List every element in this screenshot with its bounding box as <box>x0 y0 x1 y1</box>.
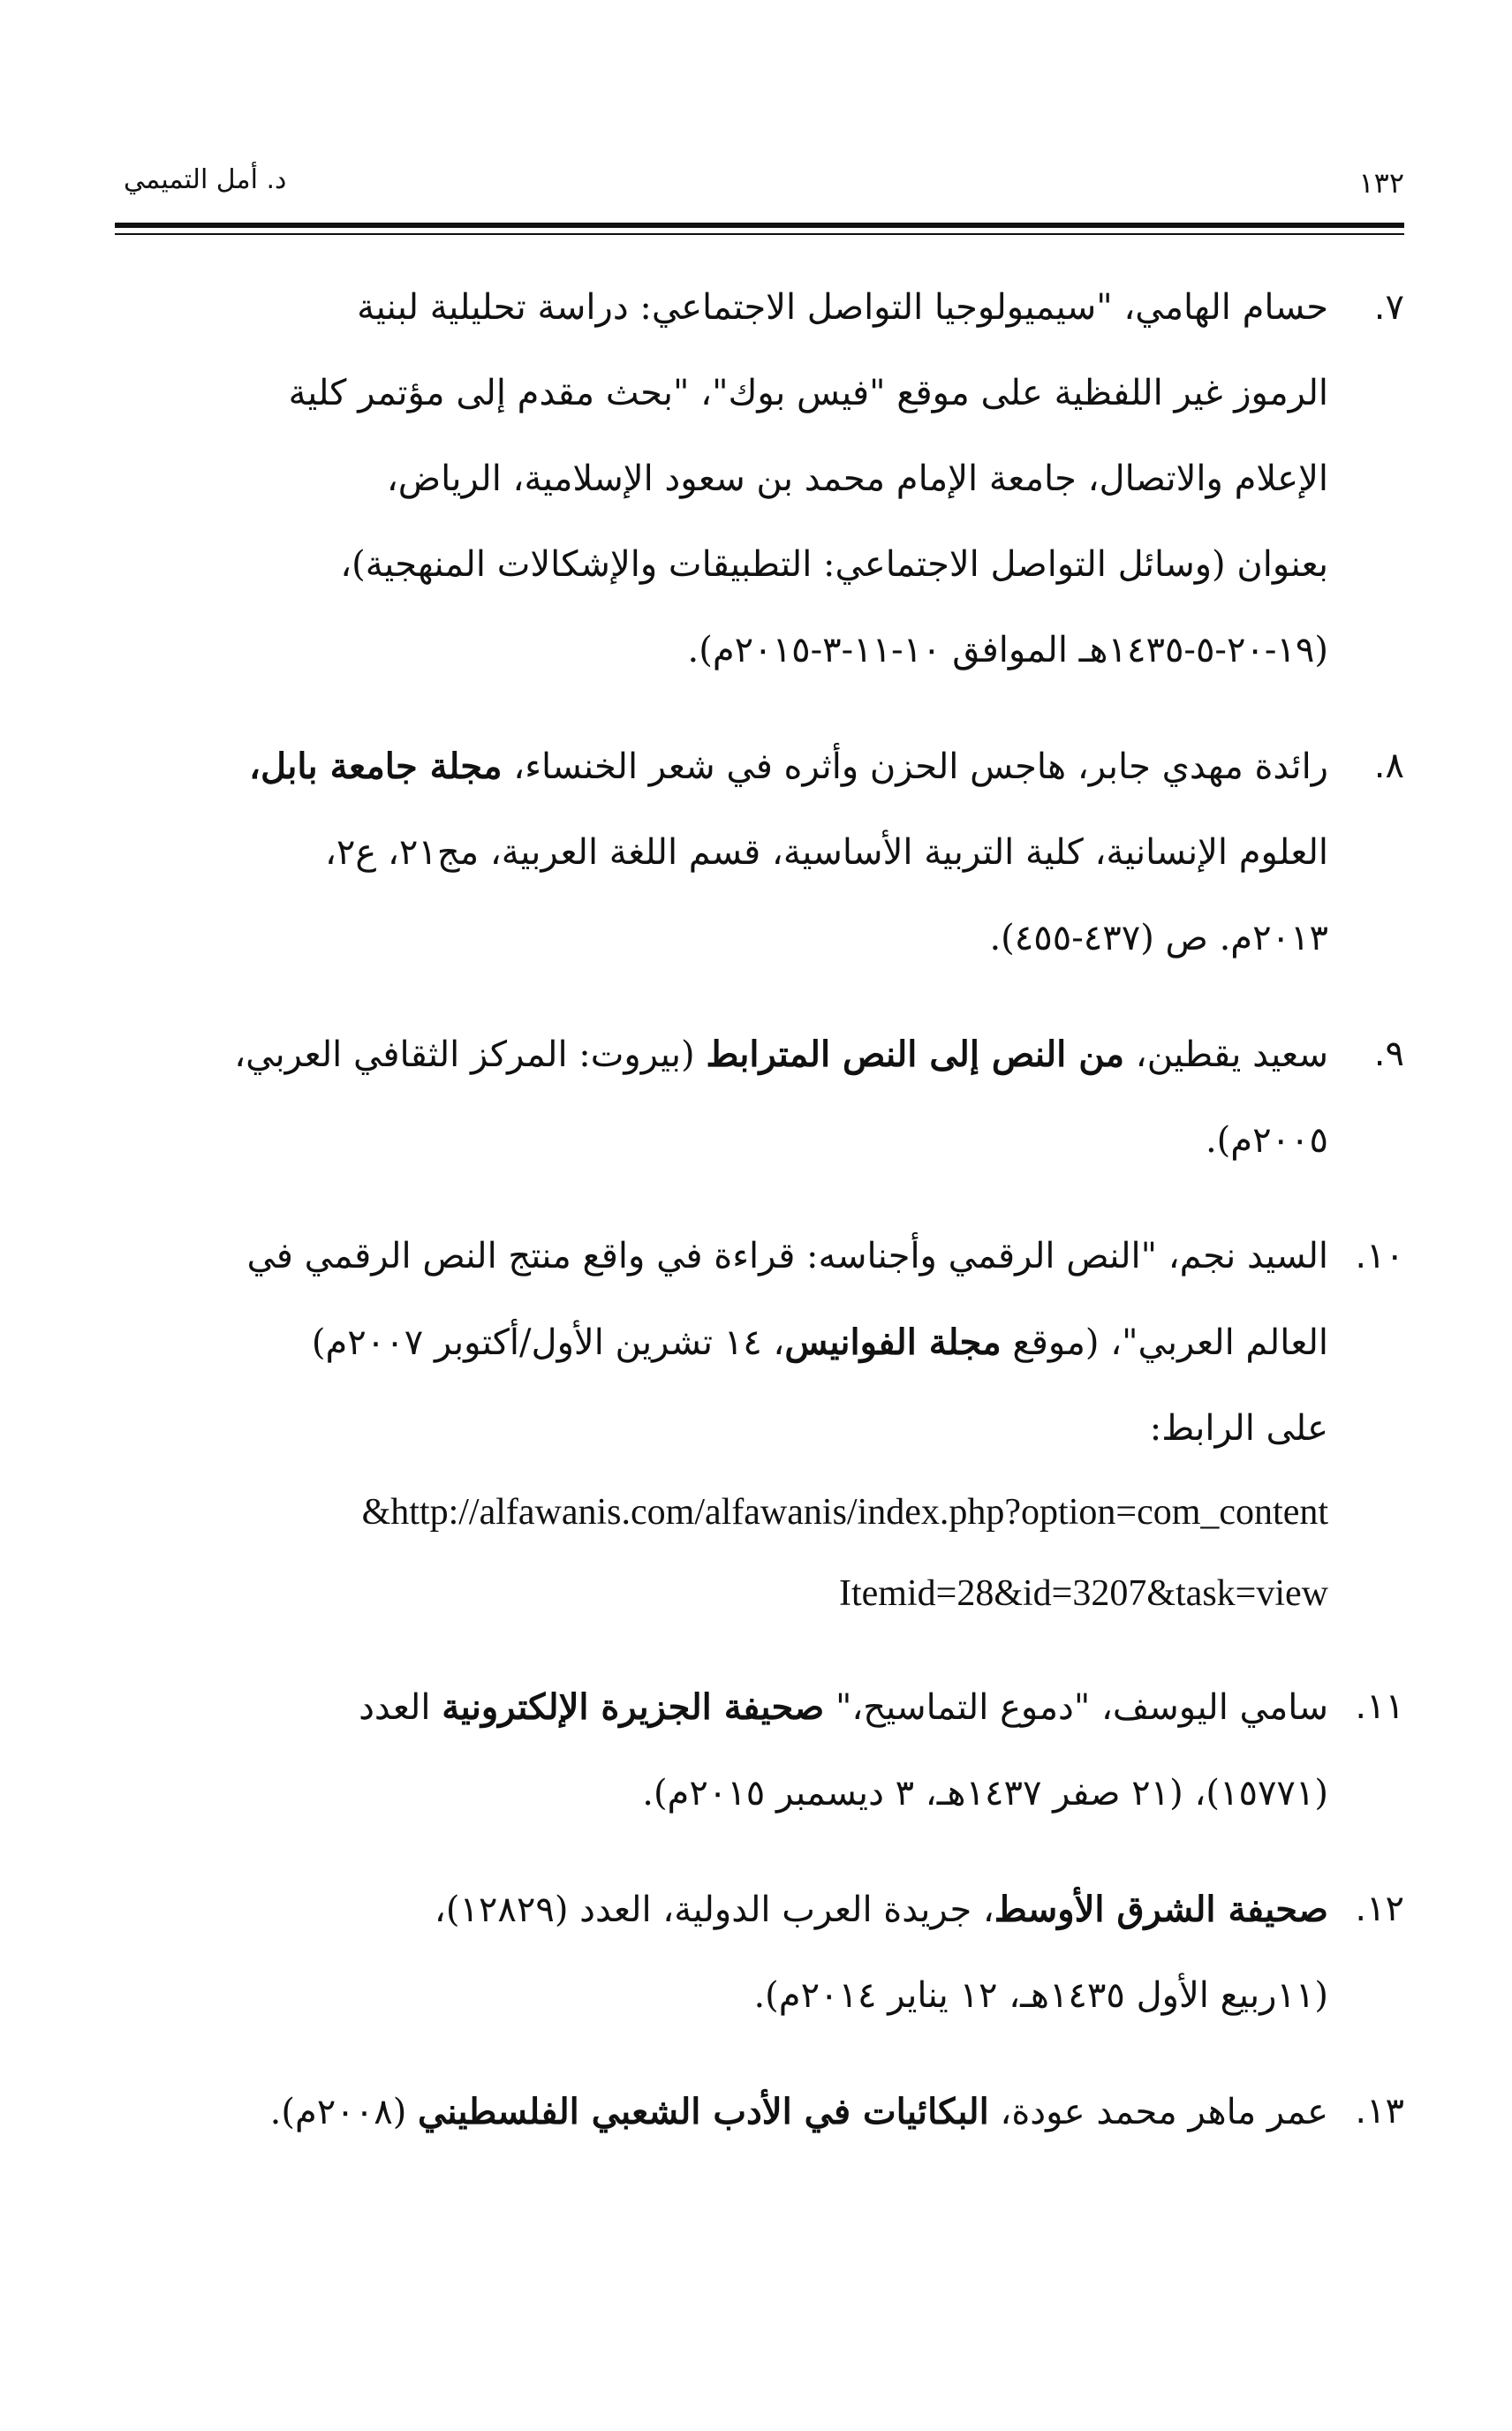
reference-number: ١٠. <box>1355 1236 1404 1276</box>
reference-author: رائدة مهدي جابر، هاجس الحزن وأثره في شعر الخنساء، <box>502 746 1328 787</box>
reference-text <box>124 1011 1328 1184</box>
reference-item-7 <box>124 265 1404 693</box>
reference-line <box>124 1867 1328 1953</box>
reference-author: سامي اليوسف، "دموع التماسيح،" <box>824 1687 1328 1728</box>
reference-item-8 <box>124 723 1404 981</box>
reference-line: حسام الهامي، "سيميولوجيا التواصل الاجتماعي: دراسة تحليلية لبنية <box>357 287 1328 328</box>
header-rule-thick <box>115 223 1404 228</box>
reference-issue: ، جريدة العرب الدولية، العدد (١٢٨٢٩)، <box>434 1890 994 1930</box>
reference-journal-title: مجلة جامعة بابل، <box>249 746 503 787</box>
reference-line: (١٩-٢٠-٥-١٤٣٥هـ الموافق ١٠-١١-٣-٢٠١٥م). <box>687 630 1328 670</box>
reference-line <box>124 1664 1328 1751</box>
reference-line: الرموز غير اللفظية على موقع "فيس بوك"، "بحث مقدم إلى مؤتمر كلية <box>288 373 1328 413</box>
reference-list <box>124 265 1404 2185</box>
reference-publisher: (بيروت: المركز الثقافي العربي، <box>234 1034 707 1075</box>
reference-text-segment: العالم العربي"، (موقع <box>1001 1322 1328 1363</box>
reference-text <box>124 265 1328 693</box>
reference-author: سعيد يقطين، <box>1124 1034 1328 1075</box>
reference-text <box>124 1664 1328 1837</box>
reference-item-13 <box>124 2069 1404 2155</box>
reference-line: بعنوان (وسائل التواصل الاجتماعي: التطبيقات والإشكالات المنهجية)، <box>340 544 1328 585</box>
reference-site-title: مجلة الفوانيس <box>784 1322 1002 1363</box>
reference-item-9 <box>124 1011 1404 1184</box>
reference-number: ٨. <box>1373 746 1404 786</box>
reference-line: على الرابط: <box>1149 1408 1328 1449</box>
reference-line: (١٥٧٧١)، (٢١ صفر ١٤٣٧هـ، ٣ ديسمبر ٢٠١٥م). <box>642 1773 1328 1814</box>
reference-issue: العدد <box>359 1687 442 1728</box>
reference-number: ٩. <box>1373 1034 1404 1074</box>
reference-line <box>124 2069 1328 2155</box>
url-link-line-2[interactable]: Itemid=28&id=3207&task=view <box>839 1573 1328 1614</box>
reference-newspaper-title: صحيفة الشرق الأوسط <box>994 1889 1328 1930</box>
reference-line <box>124 1299 1328 1386</box>
reference-line: ٢٠٠٥م). <box>1205 1120 1328 1161</box>
reference-line: السيد نجم، "النص الرقمي وأجناسه: قراءة في واقع منتج النص الرقمي في <box>246 1236 1328 1276</box>
reference-line: ٢٠١٣م. ص (٤٣٧-٤٥٥). <box>989 918 1328 958</box>
reference-text <box>124 723 1328 981</box>
reference-item-11 <box>124 1664 1404 1837</box>
reference-number: ١١. <box>1355 1686 1404 1727</box>
header-rule-thin <box>115 233 1404 235</box>
reference-number: ١٣. <box>1355 2091 1404 2132</box>
reference-author: عمر ماهر محمد عودة، <box>988 2092 1328 2132</box>
reference-number: ١٢. <box>1355 1889 1404 1929</box>
reference-text <box>124 1214 1328 1634</box>
reference-url <box>124 1472 1328 1634</box>
reference-date: ، ١٤ تشرين الأول/أكتوبر ٢٠٠٧م) <box>311 1322 785 1363</box>
url-link-line-1[interactable]: &http://alfawanis.com/alfawanis/index.php?option=com_content <box>361 1492 1328 1533</box>
running-head: د. أمل التميمي <box>124 164 287 195</box>
reference-line <box>124 1011 1328 1098</box>
reference-newspaper-title: صحيفة الجزيرة الإلكترونية <box>442 1686 825 1728</box>
reference-line: (١١ربيع الأول ١٤٣٥هـ، ١٢ يناير ٢٠١٤م). <box>753 1975 1328 2016</box>
reference-item-10 <box>124 1214 1404 1634</box>
reference-line <box>124 723 1328 810</box>
reference-text <box>124 1867 1328 2039</box>
reference-line: العلوم الإنسانية، كلية التربية الأساسية، قسم اللغة العربية، مج٢١، ع٢، <box>325 832 1328 873</box>
reference-book-title: من النص إلى النص المترابط <box>706 1034 1125 1075</box>
reference-line: الإعلام والاتصال، جامعة الإمام محمد بن سعود الإسلامية، الرياض، <box>386 458 1328 499</box>
reference-number: ٧. <box>1373 287 1404 328</box>
page-number: ١٣٢ <box>1358 166 1404 200</box>
page-header <box>124 159 1404 212</box>
reference-year: (٢٠٠٨م). <box>269 2092 419 2132</box>
reference-item-12 <box>124 1867 1404 2039</box>
reference-text <box>124 2069 1328 2155</box>
reference-book-title: البكائيات في الأدب الشعبي الفلسطيني <box>418 2091 989 2132</box>
